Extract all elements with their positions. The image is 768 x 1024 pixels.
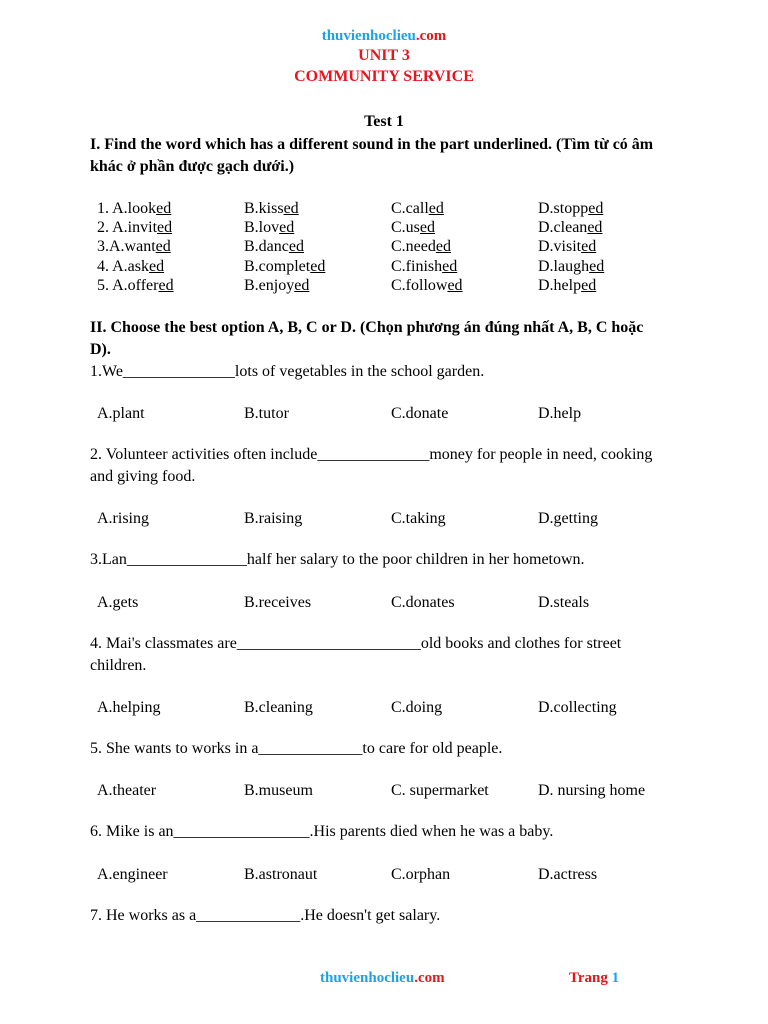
pronunciation-word (391, 238, 451, 256)
pronunciation-word (244, 200, 299, 218)
pronunciation-word (244, 277, 309, 295)
question-text: 1.We______________lots of vegetables in the school garden. (90, 363, 485, 380)
underlined-ending: ed (435, 238, 451, 255)
answer-option[interactable]: A.rising (97, 510, 149, 527)
answer-option[interactable]: A.helping (97, 699, 161, 716)
underlined-ending: ed (587, 219, 603, 236)
word-stem: C.need (391, 238, 436, 255)
pronunciation-word (244, 219, 294, 237)
question-text: 7. He works as a_____________.He doesn't get salary. (90, 907, 441, 924)
pronunciation-word (538, 277, 596, 295)
test-title: Test 1 (364, 113, 404, 130)
answer-option[interactable]: D.collecting (538, 699, 617, 716)
pronunciation-word (391, 277, 463, 295)
word-stem: 5. A.offer (97, 277, 159, 294)
underlined-ending: ed (157, 219, 173, 236)
underlined-ending: ed (288, 238, 304, 255)
answer-option[interactable]: D.getting (538, 510, 598, 527)
pronunciation-word (538, 258, 604, 276)
underlined-ending: ed (310, 258, 326, 275)
word-stem: D.help (538, 277, 582, 294)
word-stem: C.us (391, 219, 420, 236)
word-stem: B.complet (244, 258, 311, 275)
answer-option[interactable]: B.cleaning (244, 699, 313, 716)
unit-title: UNIT 3 (358, 47, 410, 64)
question-text: 4. Mai's classmates are_______________________old books and clothes for street (90, 635, 622, 652)
pronunciation-word (538, 238, 596, 256)
word-stem: 3.A.want (97, 238, 156, 255)
word-stem: B.lov (244, 219, 280, 236)
answer-option[interactable]: D.steals (538, 594, 590, 611)
question-text: children. (90, 657, 147, 674)
answer-option[interactable]: D.help (538, 405, 582, 422)
underlined-ending: ed (158, 277, 174, 294)
answer-option[interactable]: C.doing (391, 699, 443, 716)
section1-heading-line2: khác ở phần được gạch dưới.) (90, 158, 295, 175)
answer-option[interactable]: D.actress (538, 866, 598, 883)
answer-option[interactable]: C.donate (391, 405, 449, 422)
underlined-ending: ed (588, 200, 604, 217)
word-stem: C.follow (391, 277, 448, 294)
underlined-ending: ed (294, 277, 310, 294)
question-text: 5. She wants to works in a_____________to care for old peaple. (90, 740, 503, 757)
pronunciation-word (391, 200, 444, 218)
header-site-main: thuvienhoclieu (321, 28, 416, 44)
header-site-tld: .com (415, 28, 447, 44)
underlined-ending: ed (589, 258, 605, 275)
footer-site-tld: .com (414, 970, 445, 986)
answer-option[interactable]: D. nursing home (538, 782, 646, 799)
section2-heading-line1: II. Choose the best option A, B, C or D. (Chọn phương án đúng nhất A, B, C hoặc (90, 319, 644, 336)
answer-option[interactable]: C.orphan (391, 866, 451, 883)
pronunciation-word (97, 277, 174, 295)
pronunciation-word (97, 200, 171, 218)
word-stem: C.finish (391, 258, 443, 275)
footer-site-link[interactable] (320, 970, 445, 987)
pronunciation-word (244, 238, 304, 256)
pronunciation-word (97, 258, 164, 276)
answer-option[interactable]: A.gets (97, 594, 139, 611)
section1-heading-line1: I. Find the word which has a different sound in the part underlined. (Tìm từ có âm (90, 136, 654, 153)
pronunciation-word (538, 219, 602, 237)
answer-option[interactable]: A.engineer (97, 866, 168, 883)
underlined-ending: ed (149, 258, 165, 275)
answer-option[interactable]: A.theater (97, 782, 157, 799)
underlined-ending: ed (156, 200, 172, 217)
word-stem: 1. A.look (97, 200, 157, 217)
answer-option[interactable]: C. supermarket (391, 782, 489, 799)
answer-option[interactable]: C.donates (391, 594, 455, 611)
answer-option[interactable]: C.taking (391, 510, 446, 527)
underlined-ending: ed (419, 219, 436, 236)
footer-site-main: thuvienhoclieu (320, 970, 415, 986)
question-text: 6. Mike is an_________________.His parents died when he was a baby. (90, 823, 554, 840)
answer-option[interactable]: B.raising (244, 510, 303, 527)
word-stem: B.danc (244, 238, 289, 255)
page-label: Trang (569, 970, 608, 986)
question-text: 2. Volunteer activities often include______________money for people in need, cooking (90, 446, 653, 463)
underlined-ending: ed (581, 238, 597, 255)
pronunciation-word (538, 200, 603, 218)
answer-option[interactable]: A.plant (97, 405, 145, 422)
answer-option[interactable]: B.astronaut (244, 866, 318, 883)
underlined-ending: ed (447, 277, 463, 294)
word-stem: B.enjoy (244, 277, 295, 294)
header-site-link[interactable] (0, 28, 768, 45)
underlined-ending: ed (283, 200, 299, 217)
pronunciation-word (391, 219, 435, 237)
page-indicator (569, 970, 619, 987)
question-text: 3.Lan_______________half her salary to the poor children in her hometown. (90, 551, 585, 568)
answer-option[interactable]: B.tutor (244, 405, 289, 422)
answer-option[interactable]: B.museum (244, 782, 313, 799)
underlined-ending: ed (155, 238, 171, 255)
underlined-ending: ed (279, 219, 295, 236)
underlined-ending: ed (442, 258, 458, 275)
pronunciation-word (244, 258, 325, 276)
pronunciation-word (391, 258, 457, 276)
word-stem: D.clean (538, 219, 588, 236)
word-stem: D.laugh (538, 258, 590, 275)
word-stem: D.visit (538, 238, 582, 255)
word-stem: 4. A.ask (97, 258, 149, 275)
word-stem: D.stopp (538, 200, 589, 217)
underlined-ending: ed (581, 277, 597, 294)
page-number: 1 (611, 970, 620, 986)
pronunciation-word (97, 238, 171, 256)
underlined-ending: ed (428, 200, 444, 217)
word-stem: 2. A.invit (97, 219, 158, 236)
topic-title: COMMUNITY SERVICE (294, 68, 474, 85)
section2-heading-line2: D). (90, 341, 111, 358)
answer-option[interactable]: B.receives (244, 594, 312, 611)
word-stem: C.call (391, 200, 429, 217)
word-stem: B.kiss (244, 200, 284, 217)
question-text: and giving food. (90, 468, 196, 485)
pronunciation-word (97, 219, 172, 237)
